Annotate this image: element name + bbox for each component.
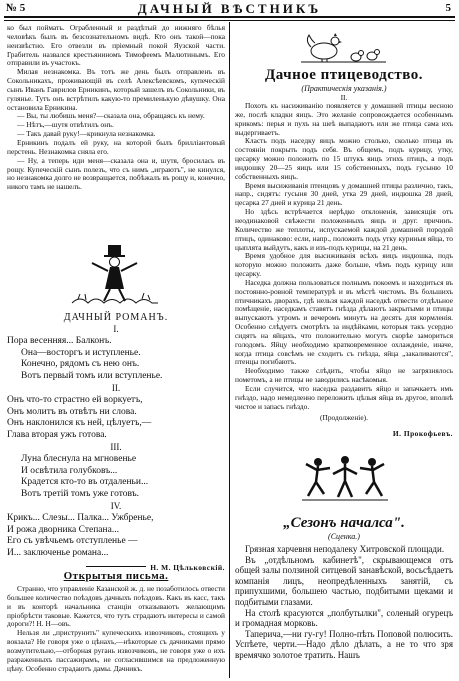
part-numeral: III. [110,441,122,452]
bird-paragraph: Но здѣсь встрѣчается нерѣдко отклоненія, зависящія отъ неодинаковой свѣжести положенныхъ яицъ и друг. причинъ. Количество же теплоты, испускаемой каждой домашней породой птицъ, одинаково: если, напр., положить подъ утку куриныя яйца, то цыплята выйдутъ, какъ и изъ-подъ курицы, на 21 день. [235,207,453,252]
season-title: „Сезонъ началса". [283,515,405,531]
letters-section [7,566,225,673]
novel-poem [7,324,225,574]
poem-line: И... заключенье романа... [7,548,109,559]
poem-line: Луна блеснула на мгновенье [21,453,137,464]
poem-line: Вотъ третій томъ уже готовъ. [21,489,140,500]
bird-numeral: II. [340,93,348,102]
bird-title: Дачное птицеводство. [264,67,424,83]
bird-paragraph: Наседка должна пользоваться полнымъ покоемъ и находиться въ постоянно-ровной температурѣ и въ мѣстѣ чистомъ. Въ большихъ птичникахъ дворахъ, гдѣ нельзя каждой наседкѣ отвести отдѣльное помѣщеніе, наседкамъ ставятъ гнѣзда дѣлаютъ закрытыми и птицы выпускаютъ утромъ и вечеромъ минутъ на десять для кормленія. Особенно слѣдуетъ смотрѣть за индѣйками, которыя такъ усердно сидятъ на яйцахъ, что положительно могутъ скорѣе замориться голодомъ. Яйцу необходимо кратковременное охлажденіе, иначе, когда птица совсѣмъ не сходитъ съ гнѣзда, яйца „закаливаются", птенцы погибаютъ. [235,277,453,367]
letters-body [7,585,225,673]
page-header [6,2,453,16]
poem-line: Крикъ... Слезы... Палка... Ужбренье, [7,512,154,523]
bird-paragraph: Класть подъ наседку яицъ можно столько, сколько птица въ состояніи покрыть подъ себя. Въ общемъ, подъ курицу, утку, цесарку можно положить по 15 штукъ яицъ этихъ птицъ, а подъ индюшку 20—25 яицъ или 15 собственныхъ, подъ гусыню 10 собственныхъ яицъ. [235,136,453,181]
season-article [235,515,453,661]
novel-section [7,312,225,323]
novel-title: ДАЧНЫЙ РОМАНЪ. [63,312,169,323]
gentleman-illustration [70,243,160,305]
season-paragraph: Грязная харчевня неподалеку Хитровской площади. [245,544,445,554]
poem-line: Глава вторая ужъ готова. [7,430,107,441]
dancing-figures-illustration [300,454,390,504]
column-divider [229,22,230,678]
poem-line: Крадется кто-то въ отдаленьи... [21,477,149,488]
part-numeral: I. [113,324,119,334]
issue-number: № 5 [6,2,26,14]
bird-paragraph: Похоть къ насиживанію появляется у домашней птицы весною же, послѣ кладки яицъ. Это желаніе сопровождается особеннымъ крикомъ: перья и пухъ на шеѣ выпадаютъ или же птица сама ихъ выдергиваетъ. [235,101,453,137]
season-paragraph: На столѣ красуются „полбутылки", соленый огурецъ и громадная морковь. [235,607,453,629]
bird-paragraph: Если случится, что наседка раздавитъ яйцо и запачкаетъ имъ гнѣздо, надо немедленно переложить цѣлыя яйца въ другое, вполнѣ чистое и запасъ гнѣздо. [235,384,453,411]
bird-paragraph: Время удобное для высиживанія всѣхъ яицъ индюшка, подъ которую можно положить даже больше, чѣмъ подъ курицу или цесарку. [235,251,453,279]
poem-line: Онъ наклонился къ ней, цѣлуетъ,— [7,418,152,429]
letter-paragraph: Странно, что управленіе Казанской ж. д. не позаботилось отвести большее количество поѣздовъ дачныхъ поѣздовъ. Какъ въ касс, такъ и въ конторѣ начальника станціи отказываютъ желающимъ пріобрѣсти таковые. Кажется, что тутъ страдаютъ интересы и самой дороги?! Н. Н—овъ. [7,584,225,629]
news-paragraph: ко был поймать. Ограбленный и раздѣтый до нижняго бѣлья человѣкъ былъ въ безсознательномъ видѣ. Кто онъ такой—пока неизвѣстно. Его отвезли въ пріемный покой Яузской части. Грабитель назвался крестьяниномъ Тимофеемъ Малютинымъ. Его отправили въ участокъ. [7,23,225,68]
page-number: 5 [445,2,451,14]
letters-title: Открытыя письма. [63,570,169,582]
poem-line: Вотъ первый томъ или вступленье. [21,371,163,382]
masthead-title: ДАЧНЫЙ ВѢСТНИКЪ [137,1,322,16]
poem-line: И рожа дворника Степана... [7,524,119,535]
part-numeral: II. [111,382,121,393]
story-paragraph: Милая незнакомка. Въ тотъ же день былъ отправленъ въ Сокольникахъ, проживающій въ селѣ Алексѣевскомъ, купеческій сынъ Иванъ Гаврилов Ерникинъ, который зашелъ въ Сокольники, въ гулянье. Тутъ онъ встрѣтилъ какую-то премиленькую дѣвушку. Она остановила Ерникина. [7,67,225,112]
story-paragraph: Ерникинъ подалъ ей руку, на которой былъ брилліантовый перстень. Незнакомка сняла его. [7,137,225,156]
bird-article [235,67,453,439]
poem-line: Онъ что-то страстно ей воркуетъ, [7,394,143,405]
season-paragraph: Таперича,—ни гу-гу! Полно-пѣть Поповой полюсить. Успѣете, черти.—Надо дѣло дѣлать, а не то что зря времячко золотое тратить. Нашъ [235,628,453,660]
left-column-top [7,24,225,192]
poem-line: Онъ молитъ въ отвѣтъ ни слова. [7,406,137,417]
story-paragraph: — Такъ давай руку!—крикнула незнакомка. [17,129,156,139]
poem-line: И освѣтила голубковъ... [21,465,118,476]
bird-subtitle: (Практическія указанія.) [301,84,387,93]
section-rule [86,566,146,567]
story-paragraph: — Вы, ты любишь меня?—сказала она, обращаясь къ нему. [17,111,205,121]
poem-line: Пора весенняя... Балконъ. [7,335,112,346]
poem-line: Она—восторгъ и иступленье. [21,347,141,358]
story-paragraph: — Ну, а теперь иди меня—сказала она и, шутя, бросилась въ рощу. Купеческій сынъ полезъ, что съ нимъ „играютъ", не кинулся, но незнакомка долго не возвращается, побѣжалъ въ рощу и, конечно, никого тамъ не нашелъ. [7,155,225,192]
header-rule-thin [4,20,455,21]
header-rule [4,16,455,18]
story-paragraph: — Нѣтъ,—шутя отвѣтилъ онъ. [17,120,114,130]
part-numeral: IV. [110,500,122,511]
birds-illustration [296,25,391,65]
continued-note: (Продолженіе). [320,412,368,422]
bird-paragraph: Время высиживанія птенцовъ у домашней птицы различно, такъ, напр., сидятъ: гусыня 30 дней, утка 29 дней, индюшка 28 дней, цесарка 27 дней и курица 21 день. [235,180,453,208]
poem-line: Его съ увѣчьемъ отступленье — [7,536,138,547]
season-paragraph: Въ „отдѣльномъ кабинетѣ", скрывающемся отъ общей залы ползиной ситцевой занавѣской, восьсѣдаетъ компанія лицъ, неопредѣленныхъ занятій, съ припухшими, большею частью, подбитыми щеками и подбитыми глазами. [235,554,453,607]
bird-paragraph: Необходимо также слѣдить, чтобы яйцо не загрязнялось пометомъ, а не птицы не заводились насѣкомыя. [235,366,453,385]
bird-body [235,102,453,439]
bird-signature: И. Прокофьевъ. [392,428,453,438]
season-body [235,544,453,661]
letter-paragraph: Нельзя ли „приструнить" купеческихъ извозчиковъ, стоящихъ у вокзала? Не говоря уже о цѣнахъ,—нѣкоторые съ дачниками прямо возмутительно,—отборная ругань извозчиковъ, не говоря уже о ихъ разраженныхъ пассажирамъ, не согласившимся на предложенную цѣну. Особенно страдаютъ дамы. Дачникъ. [7,628,225,673]
novel-signature: Н. М. Цѣльковскій. [150,562,225,572]
season-subtitle: (Сценка.) [328,532,360,541]
poem-line: Конечно, рядомъ съ нею онъ. [21,359,140,370]
